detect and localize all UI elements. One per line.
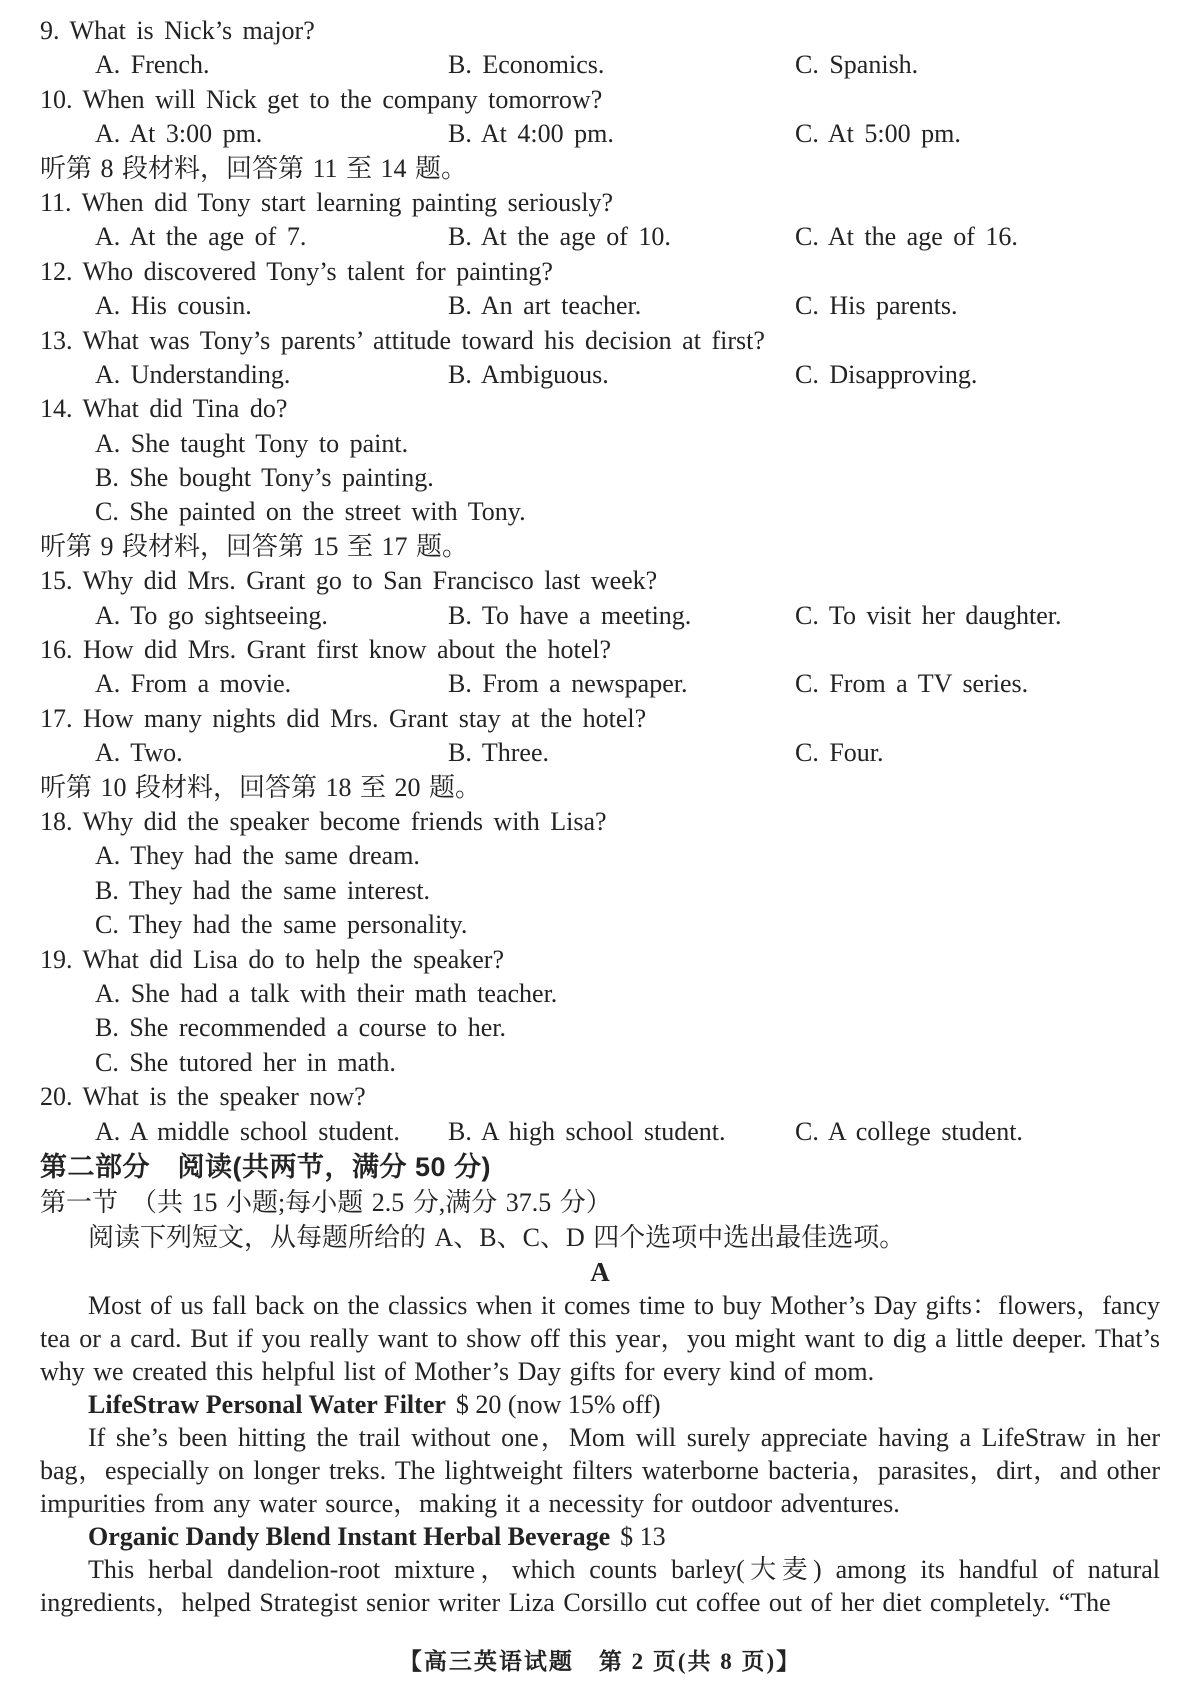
question-19-option-c: C. She tutored her in math.	[95, 1047, 396, 1077]
question-15-option-c: C. To visit her daughter.	[795, 600, 1062, 630]
question-13-option-c: C. Disapproving.	[795, 359, 978, 389]
material-10-note: 听第 10 段材料，回答第 18 至 20 题。	[40, 772, 482, 802]
question-20-options	[40, 1115, 1160, 1149]
question-9-option-c: C. Spanish.	[795, 50, 919, 80]
page-footer: 【高三英语试题 第 2 页(共 8 页)】	[398, 1649, 802, 1674]
question-16-options	[40, 667, 1160, 701]
question-12-option-b: B. An art teacher.	[448, 291, 642, 321]
question-10-option-b: B. At 4:00 pm.	[448, 119, 614, 149]
question-15-option-a: A. To go sightseeing.	[95, 600, 328, 630]
question-15-prompt: 15. Why did Mrs. Grant go to San Francisco last week?	[40, 566, 658, 596]
reading-instructions: 阅读下列短文，从每题所给的 A、B、C、D 四个选项中选出最佳选项。	[88, 1222, 906, 1252]
part-two-header: 第二部分 阅读(共两节，满分 50 分)	[40, 1151, 492, 1182]
question-20-option-c: C. A college student.	[795, 1116, 1023, 1146]
question-9-options	[40, 48, 1160, 82]
question-10-prompt: 10. When will Nick get to the company tomorrow?	[40, 84, 603, 114]
passage-intro-paragraph: Most of us fall back on the classics when it comes time to buy Mother’s Day gifts：flowers，fancy tea or a card. But if you really want to show off this year，you might want to dig a little deeper. That’s why we created this helpful list of Mother’s Day gifts for every kind of mom.	[40, 1290, 1160, 1386]
question-17-prompt: 17. How many nights did Mrs. Grant stay at the hotel?	[40, 703, 647, 733]
question-16-option-b: B. From a newspaper.	[448, 669, 688, 699]
question-19-option-b: B. She recommended a course to her.	[95, 1013, 506, 1043]
product-2-description: This herbal dandelion-root mixture，which counts barley(大麦) among its handful of natural ingredients，helped Strategist senior writer Liza Corsillo cut coffee out of her diet completely. “The	[40, 1554, 1160, 1617]
question-11-option-c: C. At the age of 16.	[795, 222, 1018, 252]
question-10-option-a: A. At 3:00 pm.	[95, 119, 263, 149]
question-17-option-a: A. Two.	[95, 738, 183, 768]
question-10-option-c: C. At 5:00 pm.	[795, 119, 961, 149]
question-17-option-c: C. Four.	[795, 738, 884, 768]
product-2-price: $ 13	[620, 1521, 666, 1551]
question-14-option-a: A. She taught Tony to paint.	[95, 428, 409, 458]
question-13-options	[40, 358, 1160, 392]
question-11-options	[40, 220, 1160, 254]
question-16-option-c: C. From a TV series.	[795, 669, 1029, 699]
passage-a-label: A	[590, 1256, 610, 1287]
question-9-option-b: B. Economics.	[448, 50, 605, 80]
question-12-option-a: A. His cousin.	[95, 291, 252, 321]
question-13-prompt: 13. What was Tony’s parents’ attitude toward his decision at first?	[40, 325, 765, 355]
question-20-prompt: 20. What is the speaker now?	[40, 1082, 366, 1112]
question-14-prompt: 14. What did Tina do?	[40, 394, 288, 424]
product-1-price: $ 20 (now 15% off)	[455, 1389, 661, 1419]
question-14-option-b: B. She bought Tony’s painting.	[95, 463, 434, 493]
question-15-option-b: B. To have a meeting.	[448, 600, 692, 630]
section-one-header: 第一节 （共 15 小题;每小题 2.5 分,满分 37.5 分）	[40, 1187, 612, 1217]
product-1-title	[40, 1388, 1160, 1421]
question-16-prompt: 16. How did Mrs. Grant first know about the hotel?	[40, 635, 612, 665]
material-9-note: 听第 9 段材料，回答第 15 至 17 题。	[40, 531, 469, 561]
question-20-option-a: A. A middle school student.	[95, 1116, 400, 1146]
question-18-prompt: 18. Why did the speaker become friends with Lisa?	[40, 806, 607, 836]
question-11-option-a: A. At the age of 7.	[95, 222, 307, 252]
product-2-title	[40, 1520, 1160, 1553]
question-12-option-c: C. His parents.	[795, 291, 958, 321]
product-1-description: If she’s been hitting the trail without one，Mom will surely appreciate having a LifeStraw in her bag，especially on longer treks. The lightweight filters waterborne bacteria，parasites，dirt，and other impurities from any water source，making it a necessity for outdoor adventures.	[40, 1422, 1160, 1518]
question-17-options	[40, 736, 1160, 770]
question-11-option-b: B. At the age of 10.	[448, 222, 671, 252]
question-13-option-b: B. Ambiguous.	[448, 359, 609, 389]
question-13-option-a: A. Understanding.	[95, 359, 291, 389]
page-content	[40, 14, 1160, 1619]
question-12-options	[40, 289, 1160, 323]
question-15-options	[40, 599, 1160, 633]
question-20-option-b: B. A high school student.	[448, 1116, 726, 1146]
question-18-option-c: C. They had the same personality.	[95, 910, 468, 940]
question-9-option-a: A. French.	[95, 50, 210, 80]
question-11-prompt: 11. When did Tony start learning painting seriously?	[40, 187, 614, 217]
question-17-option-b: B. Three.	[448, 738, 549, 768]
question-19-prompt: 19. What did Lisa do to help the speaker?	[40, 944, 505, 974]
question-18-option-b: B. They had the same interest.	[95, 875, 431, 905]
question-18-option-a: A. They had the same dream.	[95, 841, 420, 871]
question-10-options	[40, 117, 1160, 151]
material-8-note: 听第 8 段材料，回答第 11 至 14 题。	[40, 153, 468, 183]
product-2-name: Organic Dandy Blend Instant Herbal Beverage	[88, 1521, 611, 1551]
question-14-option-c: C. She painted on the street with Tony.	[95, 497, 526, 527]
question-12-prompt: 12. Who discovered Tony’s talent for painting?	[40, 256, 553, 286]
question-19-option-a: A. She had a talk with their math teacher.	[95, 978, 558, 1008]
question-9-prompt: 9. What is Nick’s major?	[40, 16, 315, 45]
question-16-option-a: A. From a movie.	[95, 669, 292, 699]
product-1-name: LifeStraw Personal Water Filter	[88, 1389, 446, 1419]
